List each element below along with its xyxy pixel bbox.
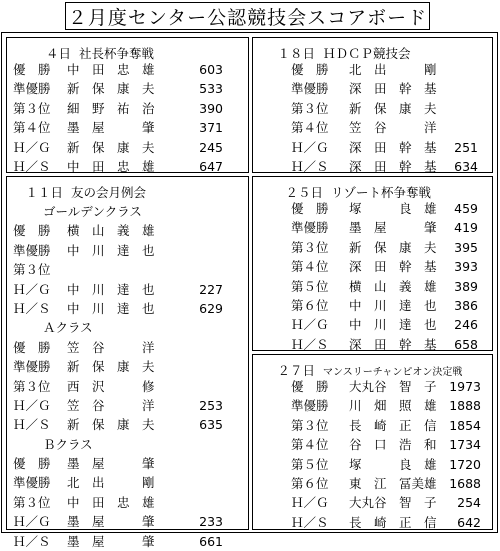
score: 253	[199, 397, 223, 413]
result-row	[253, 60, 494, 79]
player-name: 新 保 康 夫	[67, 359, 155, 375]
score: 254	[457, 495, 481, 511]
result-row	[7, 299, 250, 318]
player-name: 笠 谷 洋	[67, 397, 155, 413]
rank-label: 第４位	[13, 120, 51, 136]
section-name: リゾート杯争奪戦	[331, 185, 432, 200]
score: 251	[454, 139, 478, 155]
player-name: 大丸谷 智 子	[349, 379, 437, 394]
score: 634	[454, 158, 478, 174]
rank-label: 準優勝	[13, 475, 51, 491]
result-row	[253, 157, 494, 176]
section-18th	[252, 37, 493, 173]
rank-label: 第３位	[291, 417, 329, 433]
score: 533	[199, 81, 223, 97]
result-row	[7, 377, 250, 396]
player-name: 北 出 剛	[67, 475, 155, 491]
player-name: 新 保 康 夫	[349, 100, 437, 116]
result-row	[7, 260, 250, 279]
section-heading	[7, 183, 248, 201]
rank-label: Ｈ／Ｓ	[13, 533, 51, 549]
player-name: 川 畑 照 雄	[349, 398, 437, 414]
section-25th	[252, 176, 493, 351]
result-row	[253, 513, 494, 532]
score: 393	[454, 259, 478, 275]
rank-label: 第３位	[13, 494, 51, 510]
player-name: 新 保 康 夫	[67, 417, 155, 433]
section-name: 友の会月例会	[71, 185, 147, 200]
result-row	[253, 79, 494, 98]
rank-label: Ｈ／Ｇ	[291, 317, 329, 333]
rank-label: Ｈ／Ｓ	[291, 158, 329, 174]
result-row	[7, 157, 250, 176]
player-name: 中 川 達 也	[67, 242, 155, 258]
result-row	[253, 455, 494, 474]
score: 629	[199, 300, 223, 316]
player-name: 中 川 達 也	[67, 281, 155, 297]
score: 658	[454, 336, 478, 352]
section-date: ２５日	[285, 185, 323, 200]
player-name: 笠 谷 洋	[349, 120, 437, 136]
result-row	[7, 493, 250, 512]
score: 390	[199, 100, 223, 116]
player-name: 細 野 祐 治	[67, 100, 155, 116]
result-row	[253, 474, 494, 493]
section-4th	[6, 37, 249, 173]
rank-label: 準優勝	[13, 81, 51, 97]
player-name: 笠 谷 洋	[67, 339, 155, 355]
rank-label: 優 勝	[291, 201, 329, 216]
result-row	[253, 493, 494, 512]
result-row	[7, 357, 250, 376]
player-name: 新 保 康 夫	[67, 139, 155, 155]
result-list	[253, 60, 494, 176]
result-row	[253, 377, 494, 396]
result-row	[253, 315, 494, 334]
result-row	[253, 257, 494, 276]
rank-label: Ｈ／Ｓ	[13, 158, 51, 174]
rank-label: Ｈ／Ｓ	[13, 300, 51, 316]
player-name: 墨 屋 肇	[67, 456, 155, 472]
player-name: 長 崎 正 信	[349, 514, 437, 530]
score: 389	[454, 278, 478, 294]
result-list	[253, 377, 494, 532]
class-heading-golden	[7, 202, 250, 221]
score: 647	[199, 158, 223, 174]
result-row	[253, 199, 494, 218]
rank-label: 第４位	[291, 437, 329, 453]
result-row	[253, 296, 494, 315]
class-heading-a	[7, 318, 250, 337]
result-row	[7, 99, 250, 118]
rank-label: 第３位	[291, 100, 329, 116]
player-name: 中 田 忠 雄	[67, 158, 155, 174]
rank-label: 第５位	[291, 278, 329, 294]
result-row	[253, 435, 494, 454]
score: 419	[454, 220, 478, 236]
rank-label: 第３位	[13, 262, 51, 278]
scoreboard-title: ２月度センター公認競技会スコアボード	[67, 6, 428, 29]
result-row	[253, 138, 494, 157]
score: 1734	[449, 437, 481, 453]
scoreboard-title-box	[65, 2, 430, 30]
player-name: 墨 屋 肇	[349, 220, 437, 236]
player-name: 深 田 幹 基	[349, 139, 437, 155]
class-label: Ｂクラス	[43, 436, 93, 452]
player-name: 新 保 康 夫	[349, 239, 437, 255]
rank-label: 準優勝	[291, 220, 329, 236]
result-row	[7, 221, 250, 240]
section-date: ２７日	[277, 363, 315, 378]
rank-label: Ｈ／Ｇ	[291, 139, 329, 155]
section-date: ４日	[45, 46, 71, 61]
player-name: 横 山 義 雄	[67, 223, 155, 239]
result-row	[7, 280, 250, 299]
score: 1854	[449, 417, 481, 433]
result-row	[253, 118, 494, 137]
rank-label: 第６位	[291, 475, 329, 491]
rank-label: 優 勝	[13, 339, 51, 355]
rank-label: 第５位	[291, 456, 329, 472]
rank-label: Ｈ／Ｇ	[13, 514, 51, 530]
score: 1688	[449, 475, 481, 491]
rank-label: Ｈ／Ｇ	[13, 139, 51, 155]
result-row	[253, 416, 494, 435]
result-row	[253, 277, 494, 296]
section-27th	[252, 354, 493, 530]
rank-label: 準優勝	[13, 359, 51, 375]
result-list	[7, 60, 250, 176]
player-name: 深 田 幹 基	[349, 81, 437, 97]
rank-label: Ｈ／Ｇ	[13, 281, 51, 297]
result-row	[253, 396, 494, 415]
rank-label: 第４位	[291, 120, 329, 136]
player-name: 長 崎 正 信	[349, 417, 437, 433]
result-row	[7, 512, 250, 531]
player-name: 墨 屋 肇	[67, 514, 155, 530]
result-row	[7, 79, 250, 98]
section-date: １１日	[25, 185, 63, 200]
player-name: 中 川 達 也	[67, 300, 155, 316]
result-row	[7, 473, 250, 492]
player-name: 谷 口 浩 和	[349, 437, 437, 453]
result-row	[7, 138, 250, 157]
rank-label: 優 勝	[291, 379, 329, 394]
score: 371	[199, 120, 223, 136]
result-list	[7, 202, 250, 551]
result-row	[7, 396, 250, 415]
player-name: 北 出 剛	[349, 62, 437, 77]
player-name: 深 田 幹 基	[349, 158, 437, 174]
player-name: 中 田 忠 雄	[67, 494, 155, 510]
rank-label: 第３位	[291, 239, 329, 255]
player-name: 塚 良 雄	[349, 201, 437, 216]
rank-label: 準優勝	[291, 81, 329, 97]
class-heading-b	[7, 435, 250, 454]
section-name: 社長杯争奪戦	[79, 46, 155, 61]
score: 1720	[449, 456, 481, 472]
scoreboard	[1, 32, 498, 549]
player-name: 中 川 達 也	[349, 297, 437, 313]
section-name: マンスリーチャンピオン決定戦	[323, 367, 463, 378]
rank-label: Ｈ／Ｓ	[291, 336, 329, 352]
result-row	[7, 454, 250, 473]
result-row	[7, 338, 250, 357]
player-name: 横 山 義 雄	[349, 278, 437, 294]
rank-label: 第３位	[13, 378, 51, 394]
score: 459	[454, 201, 478, 216]
section-date: １８日	[277, 46, 315, 61]
rank-label: Ｈ／Ｇ	[13, 397, 51, 413]
score: 603	[199, 62, 223, 77]
result-row	[253, 99, 494, 118]
player-name: 深 田 幹 基	[349, 336, 437, 352]
class-label: ゴールデンクラス	[43, 204, 142, 219]
player-name: 大丸谷 智 子	[349, 495, 437, 511]
rank-label: Ｈ／Ｓ	[13, 417, 51, 433]
player-name: 塚 良 雄	[349, 456, 437, 472]
result-list	[253, 199, 494, 354]
section-11th	[6, 176, 249, 549]
player-name: 東 江 冨美雄	[349, 475, 437, 491]
result-row	[7, 532, 250, 551]
player-name: 墨 屋 肇	[67, 533, 155, 549]
score: 635	[199, 417, 223, 433]
rank-label: Ｈ／Ｓ	[291, 514, 329, 530]
rank-label: 優 勝	[13, 62, 51, 77]
result-row	[7, 118, 250, 137]
result-row	[7, 60, 250, 79]
score: 395	[454, 239, 478, 255]
player-name: 西 沢 修	[67, 378, 155, 394]
class-label: Ａクラス	[43, 320, 93, 336]
score: 246	[454, 317, 478, 333]
result-row	[7, 415, 250, 434]
score: 245	[199, 139, 223, 155]
rank-label: 第６位	[291, 297, 329, 313]
score: 642	[457, 514, 481, 530]
result-row	[253, 238, 494, 257]
rank-label: 優 勝	[291, 62, 329, 77]
player-name: 新 保 康 夫	[67, 81, 155, 97]
score: 661	[199, 533, 223, 549]
score: 1888	[449, 398, 481, 414]
rank-label: 第３位	[13, 100, 51, 116]
score: 233	[199, 514, 223, 530]
rank-label: Ｈ／Ｇ	[291, 495, 329, 511]
result-row	[253, 335, 494, 354]
rank-label: 第４位	[291, 259, 329, 275]
result-row	[253, 218, 494, 237]
rank-label: 優 勝	[13, 456, 51, 472]
player-name: 中 田 忠 雄	[67, 62, 155, 77]
player-name: 中 川 達 也	[349, 317, 437, 333]
player-name: 墨 屋 肇	[67, 120, 155, 136]
score: 227	[199, 281, 223, 297]
player-name: 深 田 幹 基	[349, 259, 437, 275]
rank-label: 準優勝	[13, 242, 51, 258]
score: 386	[454, 297, 478, 313]
result-row	[7, 241, 250, 260]
score: 1973	[449, 379, 481, 394]
rank-label: 優 勝	[13, 223, 51, 239]
section-name: ＨＤＣＰ競技会	[323, 46, 411, 61]
rank-label: 準優勝	[291, 398, 329, 414]
